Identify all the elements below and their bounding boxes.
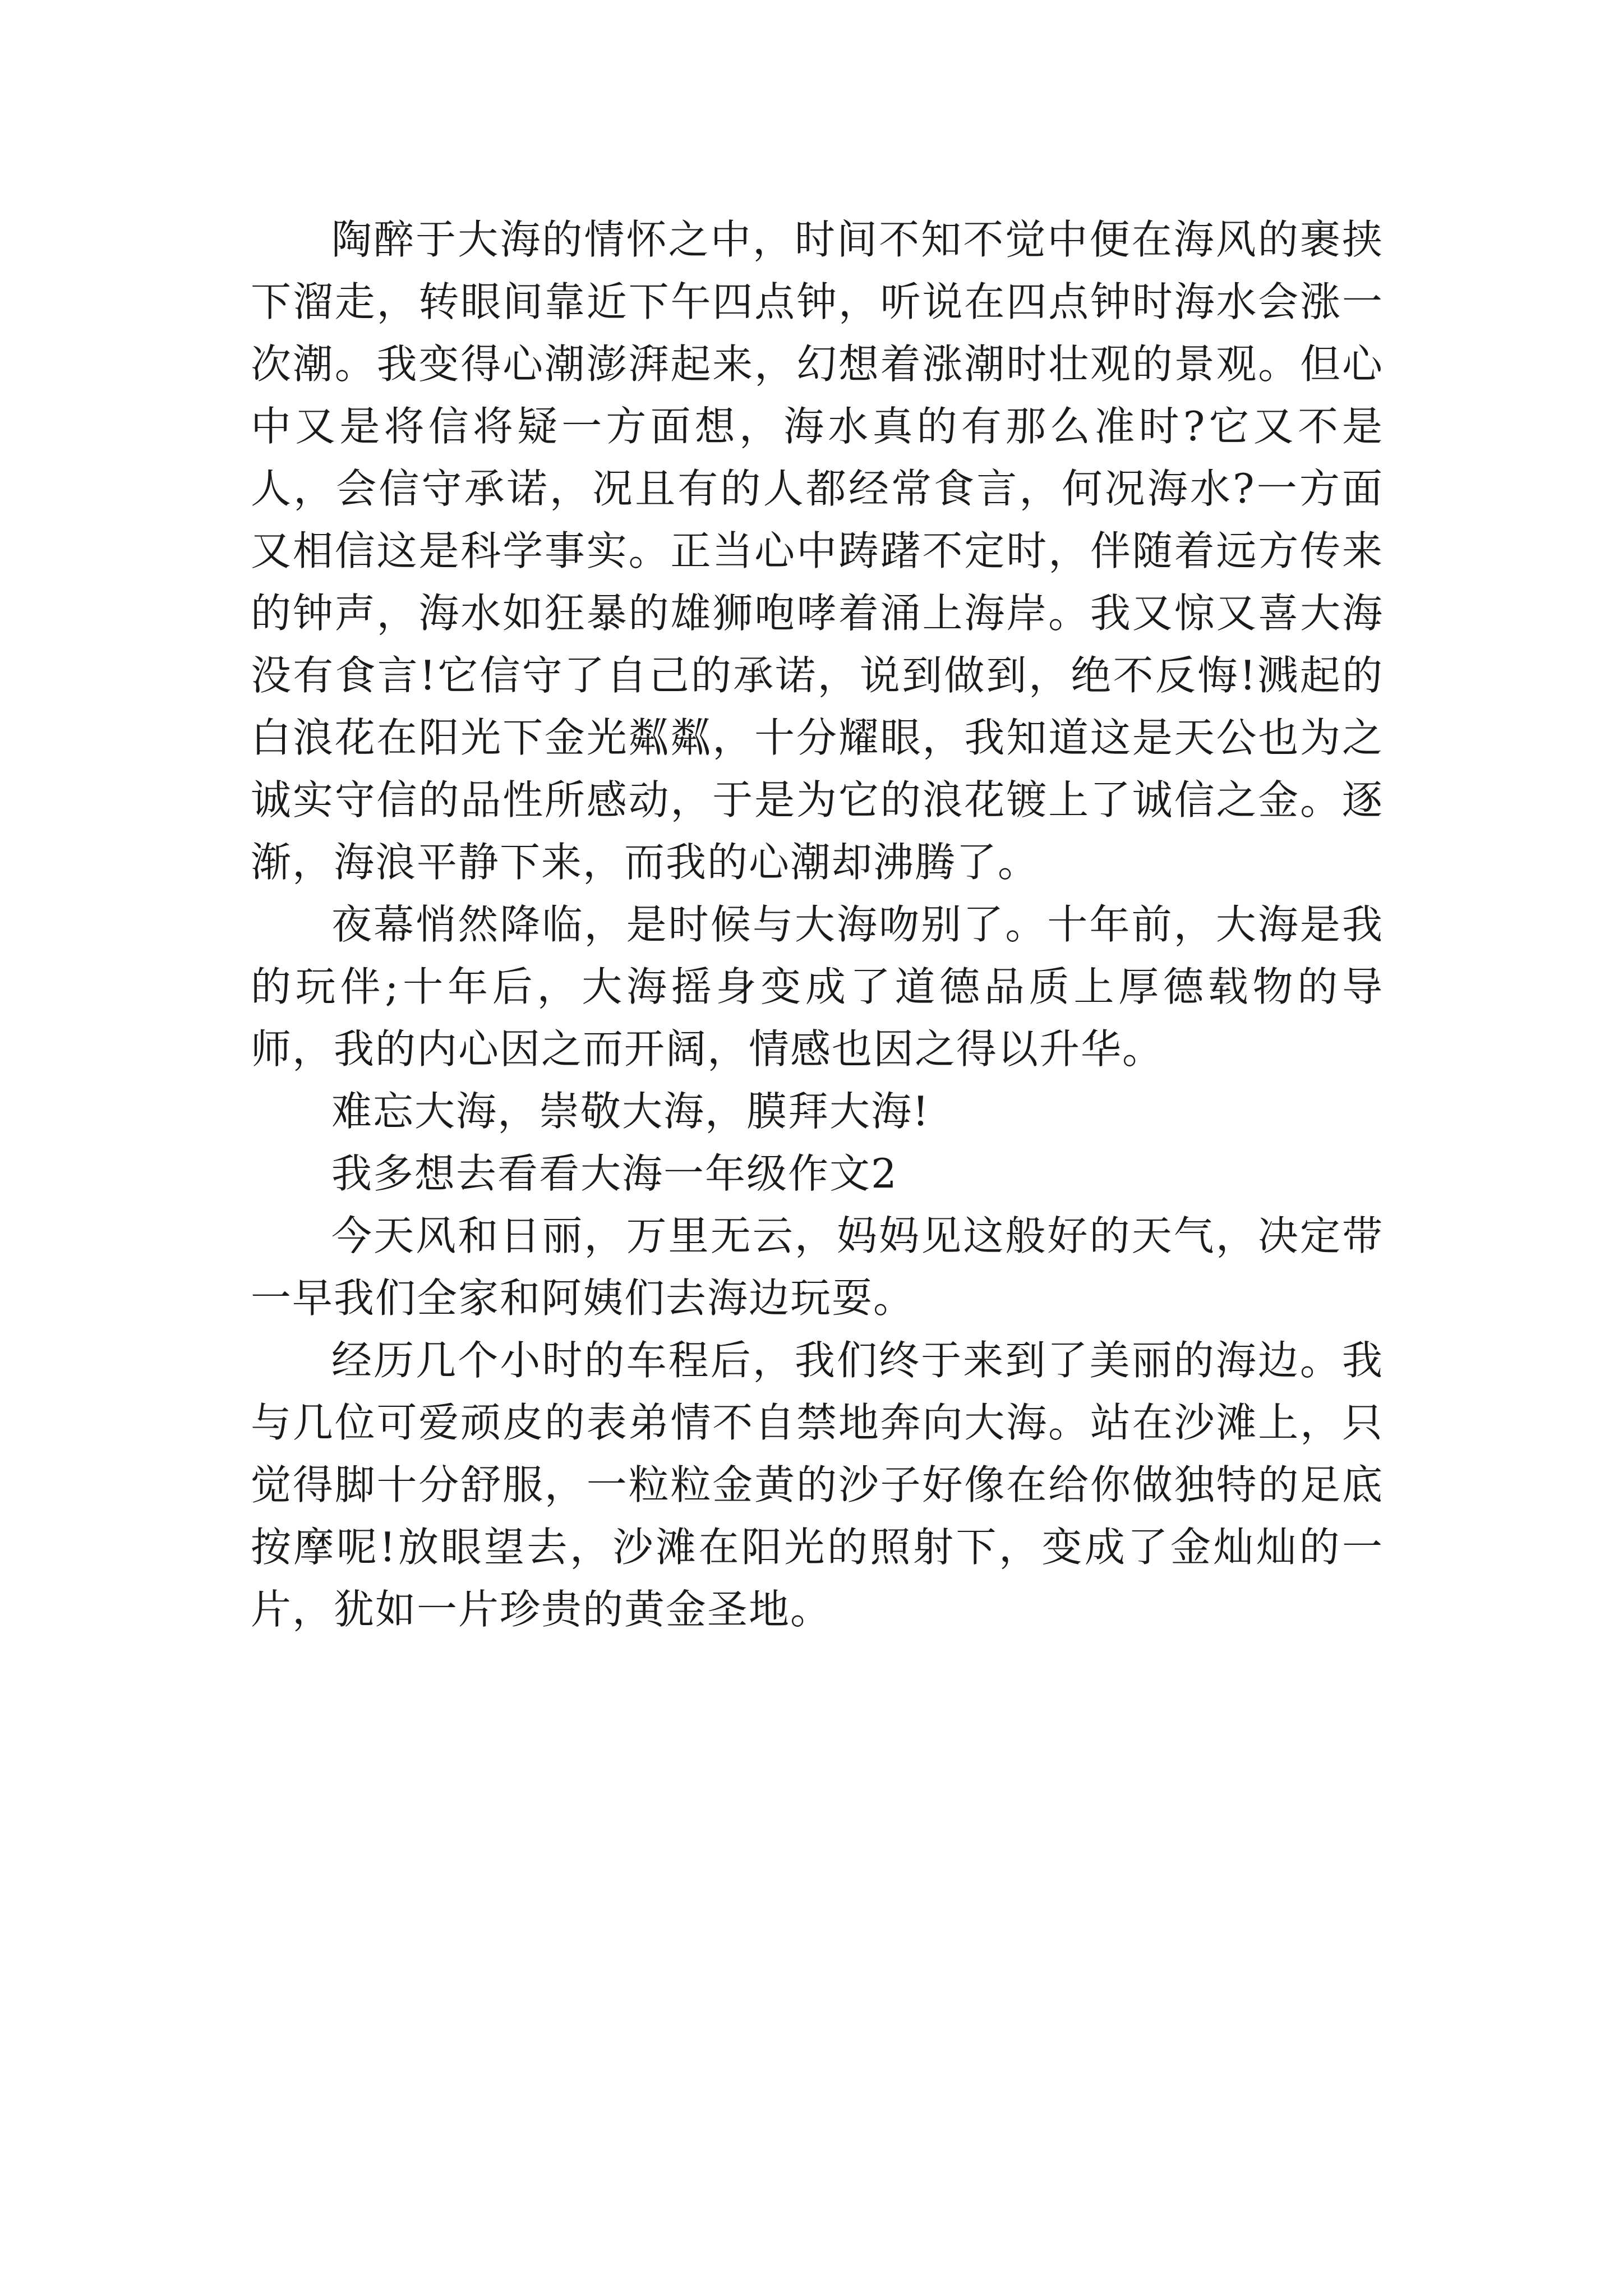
paragraph-farewell: 夜幕悄然降临，是时候与大海吻别了。十年前，大海是我的玩伴;十年后，大海摇身变成了道德品质上厚德载物的导师，我的内心因之而开阔，情感也因之得以升华。	[251, 901, 1384, 1073]
paragraph-weather: 今天风和日丽，万里无云，妈妈见这般好的天气，决定带一早我们全家和阿姨们去海边玩耍。	[251, 1212, 1384, 1322]
document-body	[251, 209, 1384, 1641]
paragraph-exclamation: 难忘大海，崇敬大海，膜拜大海!	[331, 1088, 930, 1135]
paragraph-tide: 陶醉于大海的情怀之中，时间不知不觉中便在海风的裹挟下溜走，转眼间靠近下午四点钟，听说在四点钟时海水会涨一次潮。我变得心潮澎湃起来，幻想着涨潮时壮观的景观。但心中又是将信将疑一方面想，海水真的有那么准时?它又不是人，会信守承诺，况且有的人都经常食言，何况海水?一方面又相信这是科学事实。正当心中踌躇不定时，伴随着远方传来的钟声，海水如狂暴的雄狮咆哮着涌上海岸。我又惊又喜大海没有食言!它信守了自己的承诺，说到做到，绝不反悔!溅起的白浪花在阳光下金光粼粼，十分耀眼，我知道这是天公也为之诚实守信的品性所感动，于是为它的浪花镀上了诚信之金。逐渐，海浪平静下来，而我的心潮却沸腾了。	[251, 216, 1384, 886]
essay-title: 我多想去看看大海一年级作文2	[331, 1150, 898, 1197]
paragraph-beach: 经历几个小时的车程后，我们终于来到了美丽的海边。我与几位可爱顽皮的表弟情不自禁地奔向大海。站在沙滩上，只觉得脚十分舒服，一粒粒金黄的沙子好像在给你做独特的足底按摩呢!放眼望去，沙滩在阳光的照射下，变成了金灿灿的一片，犹如一片珍贵的黄金圣地。	[251, 1337, 1384, 1633]
